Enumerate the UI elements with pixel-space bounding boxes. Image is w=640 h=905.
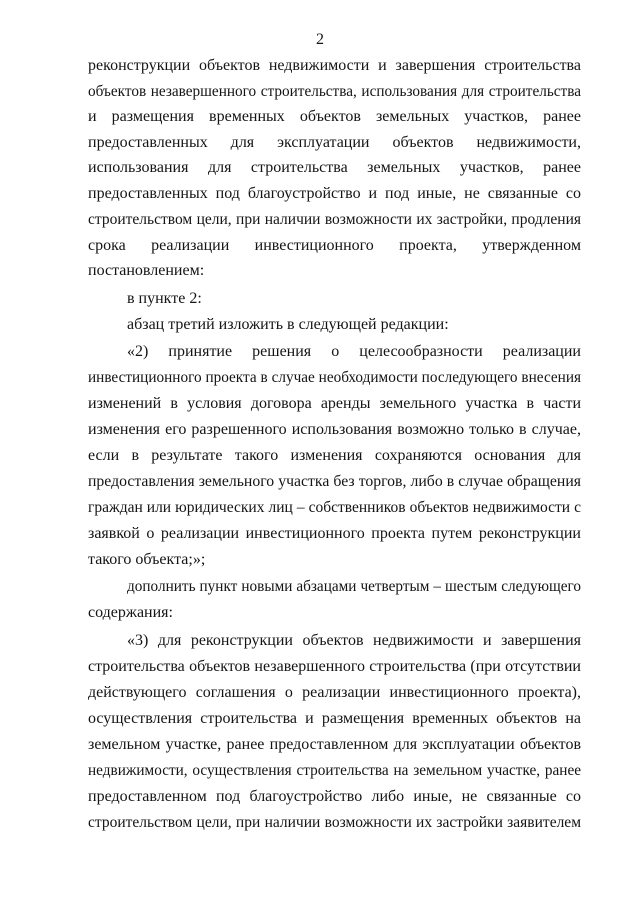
- text-line: содержания:: [88, 604, 173, 621]
- text-line: в пункте 2:: [127, 290, 202, 307]
- page-number: 2: [316, 31, 324, 48]
- text-line: и размещения временных объектов земельных участков, ранее: [88, 108, 581, 125]
- text-line: строительства объектов незавершенного строительства (при отсутствии: [88, 658, 581, 675]
- text-line: строительством цели, при наличии возможности их застройки, продления: [88, 211, 581, 228]
- text-line: инвестиционного проекта в случае необходимости последующего внесения: [88, 369, 581, 386]
- text-line: изменения его разрешенного использования возможно только в случае,: [88, 421, 581, 438]
- text-line: предоставления земельного участка без торгов, либо в случае обращения: [88, 473, 581, 490]
- text-line: использования для строительства земельных участков, ранее: [88, 159, 581, 176]
- text-line: строительством цели, при наличии возможности их застройки заявителем: [88, 814, 581, 831]
- text-line: срока реализации инвестиционного проекта, утвержденном: [88, 237, 581, 254]
- text-line: «3) для реконструкции объектов недвижимости и завершения: [127, 632, 581, 649]
- text-line: изменений в условия договора аренды земельного участка в части: [88, 395, 581, 412]
- text-line: предоставленном под благоустройство либо иные, не связанные со: [88, 788, 581, 805]
- text-line: постановлением:: [88, 262, 205, 279]
- text-line: недвижимости, осуществления строительства на земельном участке, ранее: [88, 762, 581, 779]
- text-line: земельном участке, ранее предоставленном для эксплуатации объектов: [88, 736, 581, 753]
- text-line: предоставленных для эксплуатации объектов недвижимости,: [88, 134, 581, 151]
- text-line: предоставленных под благоустройство и под иные, не связанные со: [88, 185, 581, 202]
- text-line: действующего соглашения о реализации инвестиционного проекта),: [88, 684, 581, 701]
- text-line: абзац третий изложить в следующей редакции:: [127, 316, 449, 333]
- text-line: такого объекта;»;: [88, 551, 206, 568]
- text-line: осуществления строительства и размещения временных объектов на: [88, 710, 581, 727]
- text-line: объектов незавершенного строительства, использования для строительства: [88, 83, 581, 100]
- text-line: реконструкции объектов недвижимости и завершения строительства: [88, 57, 581, 74]
- text-line: заявкой о реализации инвестиционного проекта путем реконструкции: [88, 525, 581, 542]
- text-line: граждан или юридических лиц – собственников объектов недвижимости с: [88, 499, 581, 516]
- text-line: дополнить пункт новыми абзацами четвертым – шестым следующего: [127, 578, 581, 595]
- text-line: «2) принятие решения о целесообразности реализации: [127, 343, 581, 360]
- text-line: если в результате такого изменения сохраняются основания для: [88, 447, 581, 464]
